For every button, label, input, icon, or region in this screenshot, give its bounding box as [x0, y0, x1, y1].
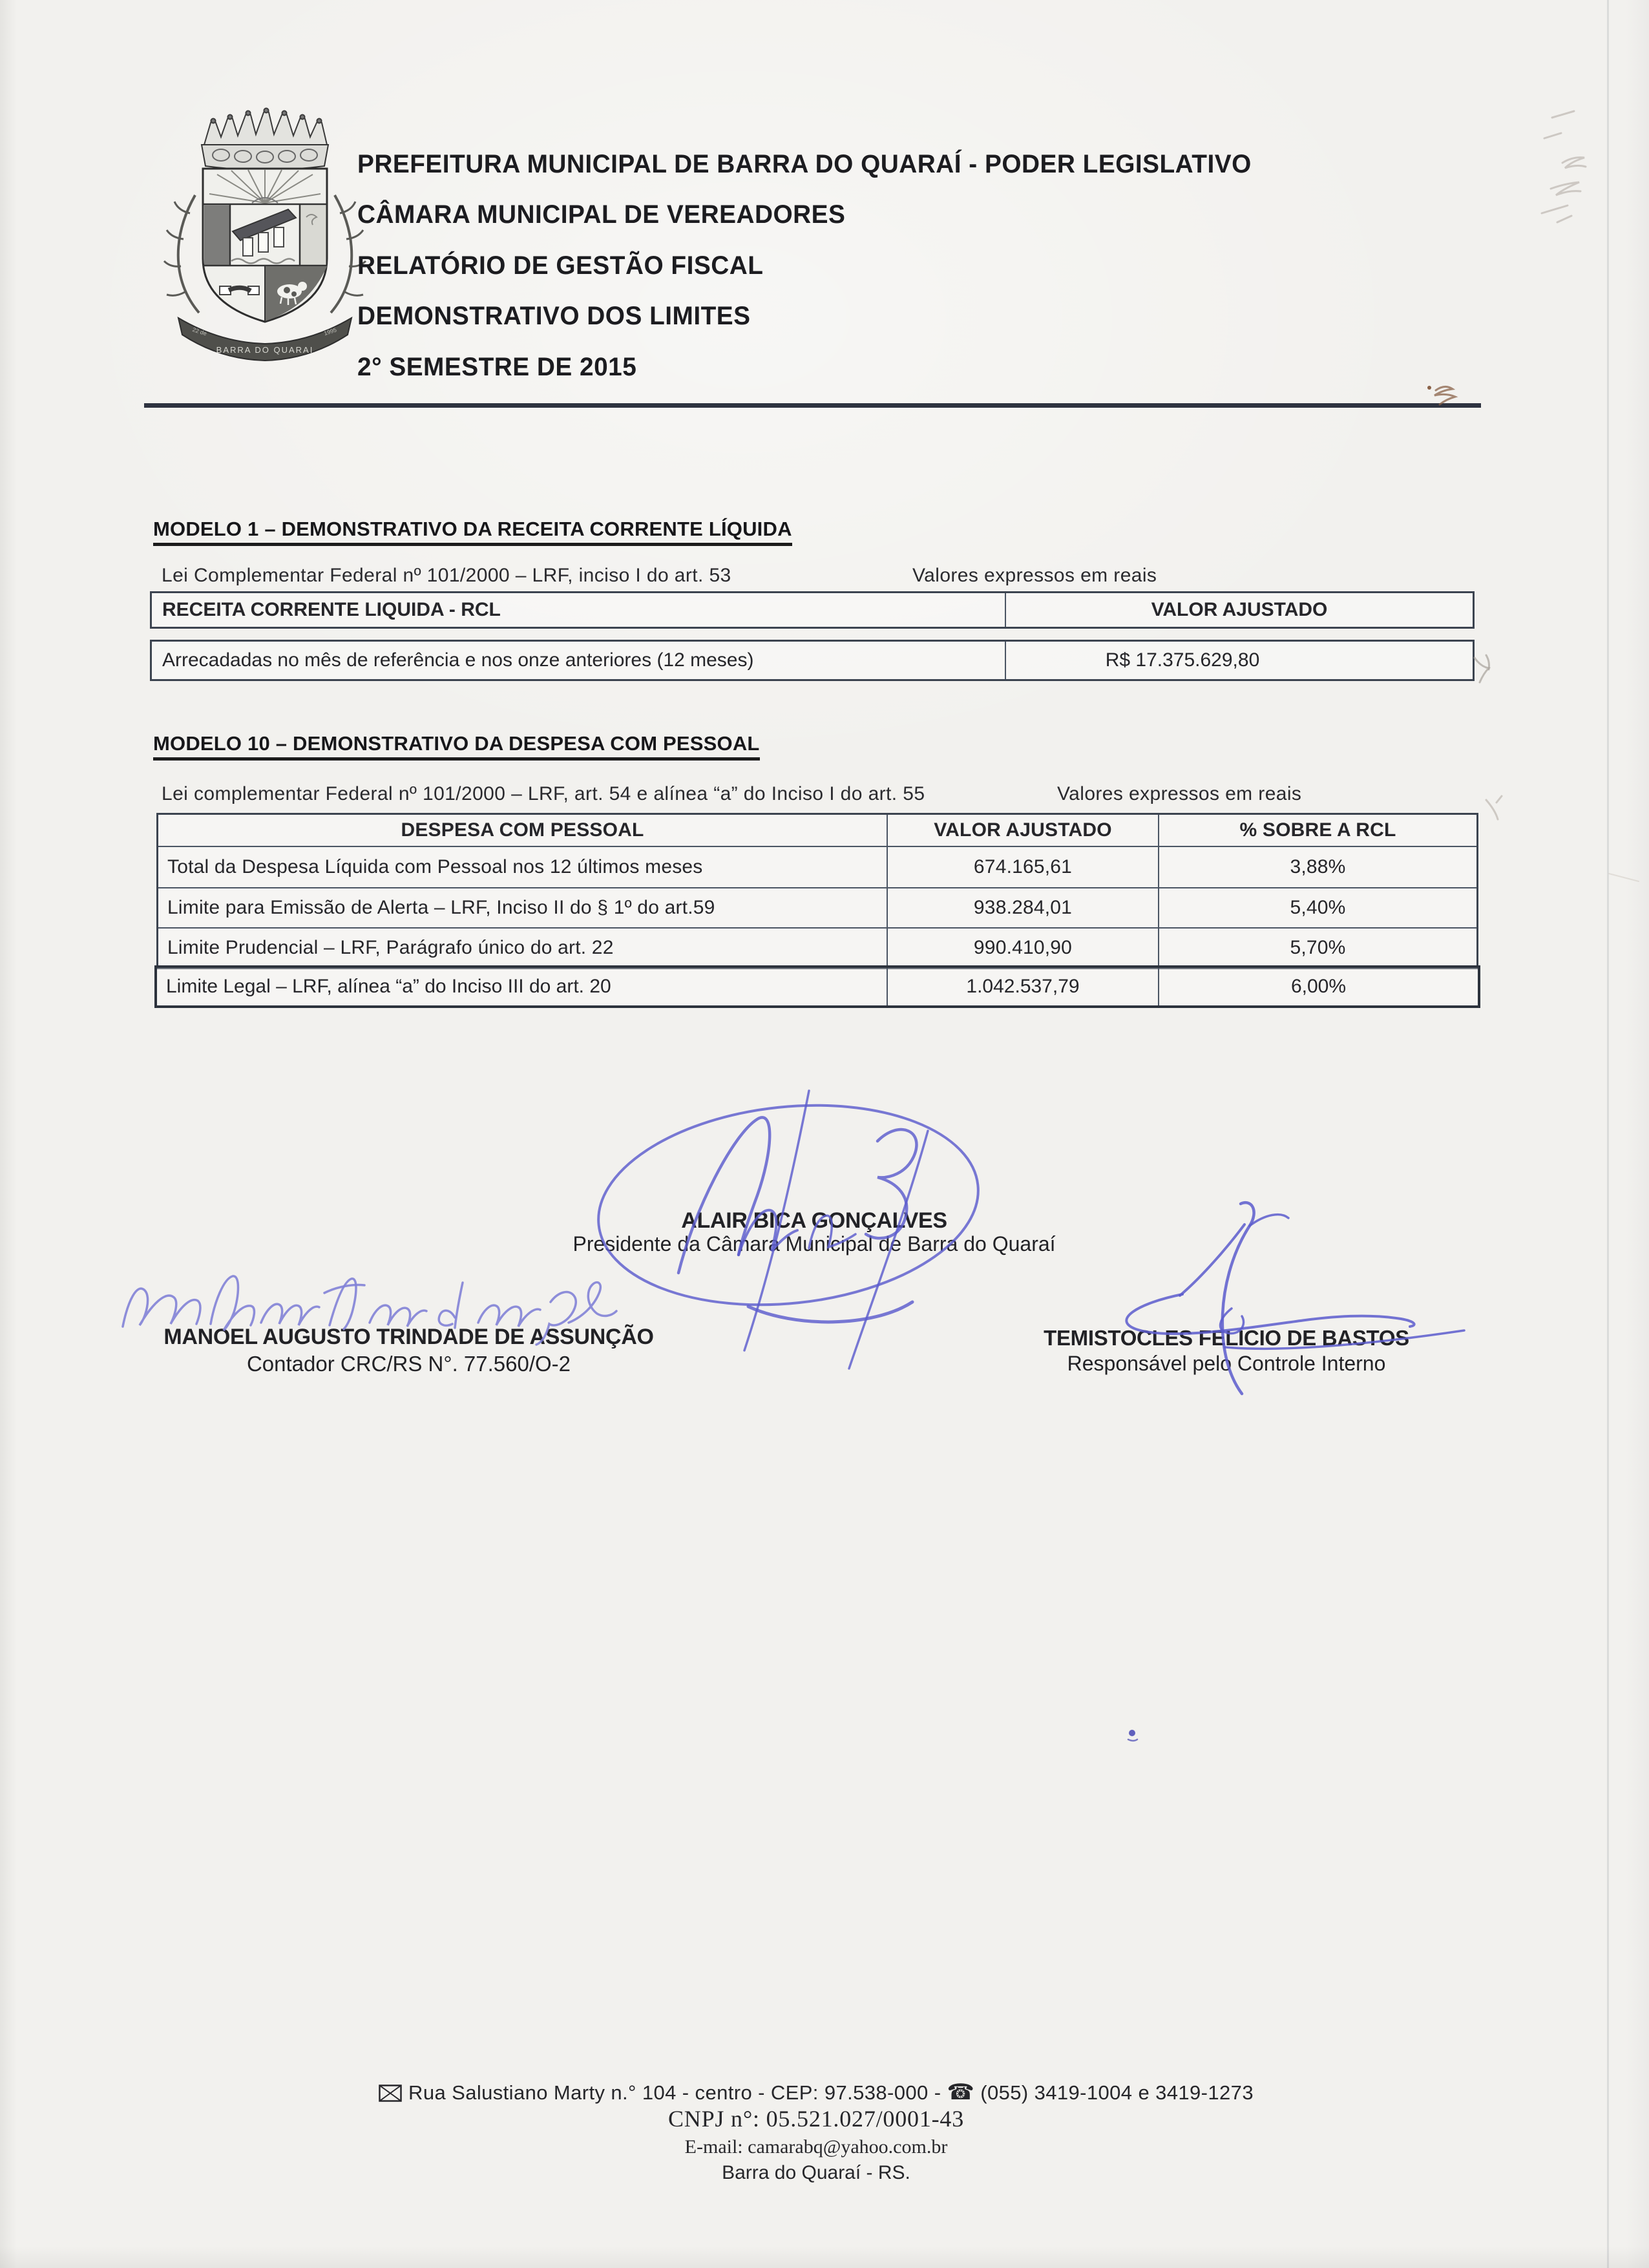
table-row-value: 1.042.537,79	[887, 968, 1158, 1005]
table-row-pct: 6,00%	[1158, 968, 1478, 1005]
modelo1-currency-note: Valores expressos em reais	[912, 565, 1157, 586]
pencil-mark	[1475, 655, 1489, 682]
crest-banner-text: BARRA DO QUARAI	[216, 345, 314, 355]
modelo1-title: MODELO 1 – DEMONSTRATIVO DA RECEITA CORRENTE LÍQUIDA	[153, 518, 792, 546]
table-row-pct: 5,40%	[1158, 888, 1476, 929]
modelo10-title: MODELO 10 – DEMONSTRATIVO DA DESPESA COM PESSOAL	[153, 732, 760, 761]
crest-shield	[203, 169, 327, 322]
accountant-title: Contador CRC/RS N°. 77.560/O-2	[246, 1352, 571, 1376]
letterhead-line-3: RELATÓRIO DE GESTÃO FISCAL	[357, 251, 764, 280]
table-row-value: 674.165,61	[887, 847, 1158, 888]
ink-smudge	[1427, 386, 1455, 404]
table-row-value: 938.284,01	[887, 888, 1158, 929]
letterhead-line-2: CÂMARA MUNICIPAL DE VEREADORES	[357, 200, 846, 229]
table-row-label: Limite Legal – LRF, alínea “a” do Inciso III do art. 20	[166, 976, 611, 997]
personnel-expense-table	[156, 813, 1478, 969]
pencil-mark	[1609, 874, 1639, 881]
internal-control-title: Responsável pelo Controle Interno	[1067, 1352, 1386, 1375]
pencil-smudge	[1542, 111, 1586, 222]
phone-icon: ☎	[947, 2080, 975, 2105]
internal-control-name: TEMISTOCLES FELICIO DE BASTOS	[1044, 1326, 1409, 1350]
personnel-expense-table-legal-limit-row	[154, 965, 1480, 1008]
letterhead-line-5: 2° SEMESTRE DE 2015	[357, 353, 637, 381]
rcl-table-header-row	[150, 591, 1475, 629]
table-row-pct: 5,70%	[1158, 929, 1476, 967]
rcl-table-data-row	[150, 640, 1475, 681]
header-rule	[144, 403, 1481, 408]
footer-city: Barra do Quaraí - RS.	[722, 2162, 910, 2183]
rcl-col1-header: RECEITA CORRENTE LIQUIDA - RCL	[162, 599, 501, 620]
crest-crown	[202, 109, 328, 171]
footer-address-line: Rua Salustiano Marty n.° 104 - centro - CEP: 97.538-000 - ☎ (055) 3419-1004 e 3419-1273	[258, 2079, 1374, 2105]
modelo10-law-ref: Lei complementar Federal nº 101/2000 – LRF, art. 54 e alínea “a” do Inciso I do art. 55	[162, 783, 925, 804]
president-name: ALAIR BICA GONÇALVES	[681, 1208, 947, 1233]
crest-banner-right: 1995	[323, 326, 338, 337]
rcl-row-label: Arrecadadas no mês de referência e nos onze anteriores (12 meses)	[162, 649, 754, 671]
crest-ribbon	[178, 318, 352, 361]
mail-envelope-icon	[379, 2084, 402, 2102]
table-row-label: Limite Prudencial – LRF, Parágrafo único do art. 22	[167, 937, 614, 958]
letterhead-line-1: PREFEITURA MUNICIPAL DE BARRA DO QUARAÍ - PODER LEGISLATIVO	[357, 150, 1252, 178]
letterhead-line-4: DEMONSTRATIVO DOS LIMITES	[357, 302, 751, 330]
pct-col-header: % SOBRE A RCL	[1158, 815, 1476, 847]
footer-email: E-mail: camarabq@yahoo.com.br	[684, 2136, 948, 2158]
ink-dot	[1128, 1730, 1137, 1741]
footer-cnpj: CNPJ n°: 05.521.027/0001-43	[667, 2106, 965, 2132]
table-row-label: Limite para Emissão de Alerta – LRF, Inciso II do § 1º do art.59	[158, 888, 887, 929]
accountant-name: MANOEL AUGUSTO TRINDADE DE ASSUNÇÃO	[163, 1325, 654, 1349]
rcl-row-value: R$ 17.375.629,80	[1005, 642, 1473, 679]
despesa-col-header: DESPESA COM PESSOAL	[158, 815, 887, 847]
president-title: Presidente da Câmara Municipal de Barra do Quaraí	[572, 1232, 1056, 1255]
municipal-crest	[162, 103, 368, 383]
table-row-pct: 3,88%	[1158, 847, 1476, 888]
scanner-edge-line	[1607, 0, 1609, 2268]
modelo1-law-ref: Lei Complementar Federal nº 101/2000 – LRF, inciso I do art. 53	[162, 565, 731, 586]
valor-col-header: VALOR AJUSTADO	[887, 815, 1158, 847]
rcl-col2-header: VALOR AJUSTADO	[1005, 593, 1473, 627]
pencil-mark	[1486, 796, 1502, 819]
crest-banner-left: 22 de	[191, 326, 208, 337]
table-row-label: Total da Despesa Líquida com Pessoal nos 12 últimos meses	[158, 847, 887, 888]
modelo10-currency-note: Valores expressos em reais	[1057, 783, 1302, 804]
table-row-value: 990.410,90	[887, 929, 1158, 967]
